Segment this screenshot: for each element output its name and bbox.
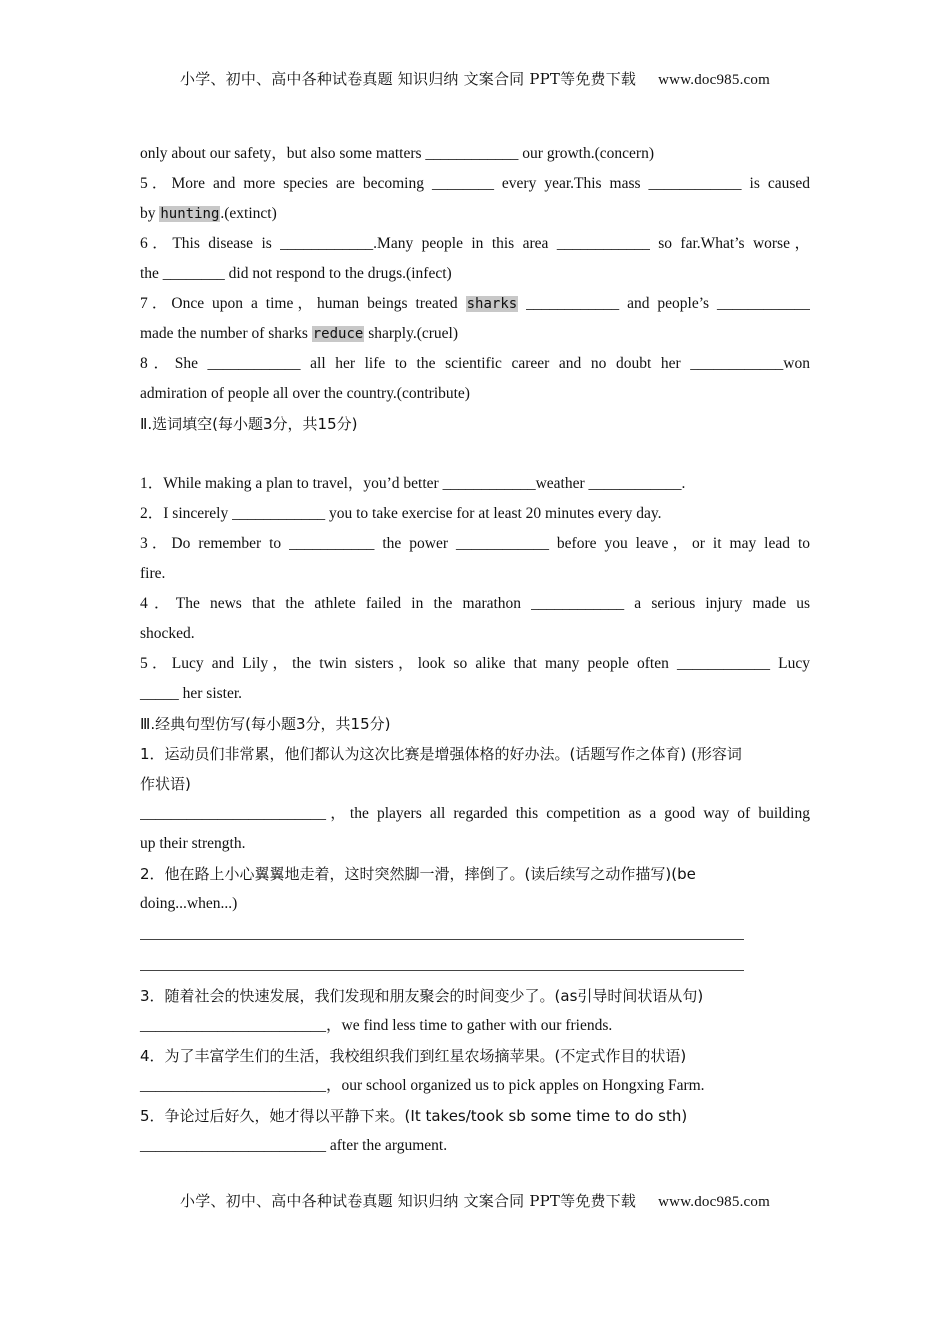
s3-q4-line1: 4．为了丰富学生们的生活，我校组织我们到红星农场摘苹果。(不定式作目的状语) xyxy=(140,1047,687,1065)
s2-q3-line2: fire. xyxy=(140,565,166,582)
q7-line1 xyxy=(140,289,810,319)
page-header xyxy=(0,68,950,89)
highlight-reduce: reduce xyxy=(312,326,364,342)
section3-note: (每小题3分，共15分) xyxy=(245,715,391,733)
s3-q5-line2: ________________________ after the argument. xyxy=(140,1137,448,1154)
answer-line-2 xyxy=(140,950,744,971)
s3-q3-line1: 3．随着社会的快速发展，我们发现和朋友聚会的时间变少了。(as引导时间状语从句) xyxy=(140,987,704,1005)
s3-q1-line1: 1．运动员们非常累，他们都认为这次比赛是增强体格的好办法。(话题写作之体育) (形容词 xyxy=(140,745,742,763)
s3-q4-line2: ________________________，our school organized us to pick apples on Hongxing Farm. xyxy=(140,1077,705,1094)
q4-continuation: only about our safety，but also some matters ____________ our growth.(concern) xyxy=(140,145,654,162)
s3-q1-line2: 作状语) xyxy=(140,775,191,793)
header-text: 小学、初中、高中各种试卷真题 知识归纳 文案合同 PPT等免费下载 xyxy=(180,70,637,88)
q7-post: ____________ and people’s ____________ xyxy=(518,295,810,312)
s2-q5-line2: _____ her sister. xyxy=(140,685,243,702)
s3-q1-line4: up their strength. xyxy=(140,835,246,852)
s2-q4-line1: 4．The news that the athlete failed in the marathon ____________ a serious injury made us xyxy=(140,595,810,612)
s2-q1: 1．While making a plan to travel，you’d better ____________weather ____________. xyxy=(140,475,686,492)
s3-q3-line2: ________________________，we find less time to gather with our friends. xyxy=(140,1017,613,1034)
q7b-pre: made the number of sharks xyxy=(140,325,312,342)
q7b-post: sharply.(cruel) xyxy=(364,325,459,342)
q6-line2: the ________ did not respond to the drugs.(infect) xyxy=(140,265,452,282)
q5-line2 xyxy=(140,199,810,229)
q7-line2 xyxy=(140,319,810,349)
section3-title: Ⅲ.经典句型仿写 xyxy=(140,715,246,733)
footer-text: 小学、初中、高中各种试卷真题 知识归纳 文案合同 PPT等免费下载 xyxy=(180,1192,637,1210)
document-body xyxy=(140,139,810,1161)
q7-pre: 7．Once upon a time，human beings treated xyxy=(140,295,466,312)
section2-note: (每小题3分，共15分) xyxy=(212,415,358,433)
answer-line-1 xyxy=(140,919,744,940)
section2-heading xyxy=(140,409,810,439)
footer-site-link[interactable]: www.doc985.com xyxy=(658,1194,770,1210)
highlight-sharks: sharks xyxy=(466,296,518,312)
s3-q5-line1: 5．争论过后好久，她才得以平静下来。(It takes/took sb some time to do sth) xyxy=(140,1107,688,1125)
header-site-link[interactable]: www.doc985.com xyxy=(658,72,770,88)
page-footer xyxy=(0,1190,950,1211)
q5-pre: by xyxy=(140,205,160,222)
s2-q4-line2: shocked. xyxy=(140,625,195,642)
highlight-hunting: hunting xyxy=(160,206,220,222)
s3-q1-line3: ________________________，the players all regarded this competition as a good way of building xyxy=(140,805,810,822)
s2-q2: 2．I sincerely ____________ you to take exercise for at least 20 minutes every day. xyxy=(140,505,662,522)
s2-q5-line1: 5．Lucy and Lily，the twin sisters，look so alike that many people often ____________ Lucy xyxy=(140,655,810,672)
section3-heading xyxy=(140,709,810,739)
q6-line1: 6．This disease is ____________.Many people in this area ____________ so far.What’s worse， xyxy=(140,235,810,252)
q8-line2: admiration of people all over the country.(contribute) xyxy=(140,385,470,402)
s3-q2-line2: doing...when...) xyxy=(140,895,238,912)
section2-title: Ⅱ.选词填空 xyxy=(140,415,213,433)
q5-post: .(extinct) xyxy=(220,205,277,222)
s3-q2-line1: 2．他在路上小心翼翼地走着，这时突然脚一滑，摔倒了。(读后续写之动作描写)(be xyxy=(140,865,696,883)
s2-q3-line1: 3．Do remember to ___________ the power ____________ before you leave，or it may lead to xyxy=(140,535,810,552)
q8-line1: 8．She ____________ all her life to the scientific career and no doubt her ____________won xyxy=(140,355,810,372)
q5-line1: 5．More and more species are becoming ________ every year.This mass ____________ is caused xyxy=(140,175,810,192)
